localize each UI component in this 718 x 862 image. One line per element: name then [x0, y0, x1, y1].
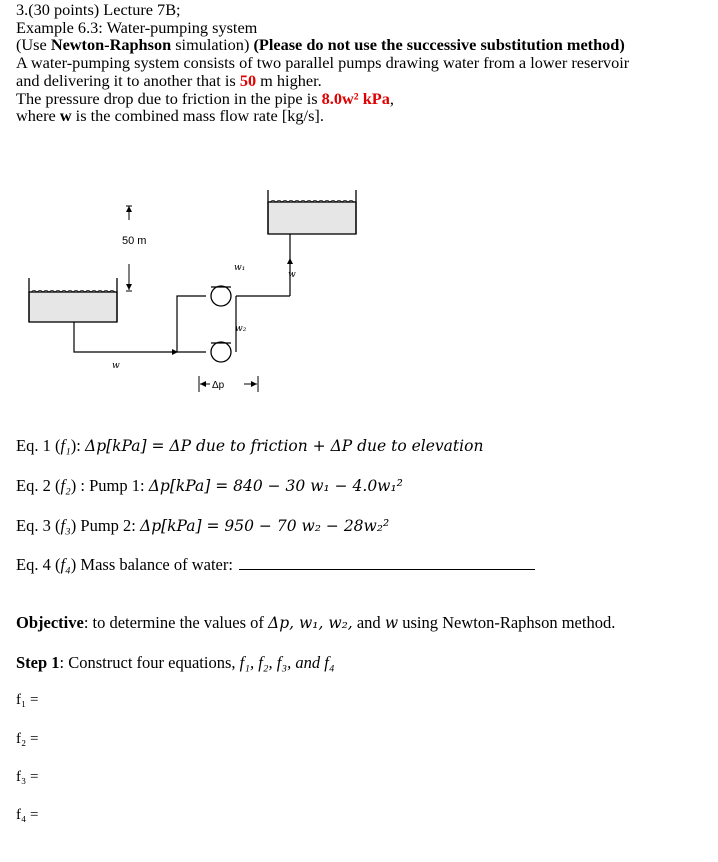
- flow-arrow-up: [287, 258, 293, 264]
- w2-label: w₂: [235, 324, 247, 334]
- mass-balance-blank[interactable]: [239, 555, 535, 570]
- header-line-6: The pressure drop due to friction in the pipe is 8.0w² kPa,: [16, 88, 394, 108]
- elevation-dimension: [126, 206, 132, 291]
- step1-line: Step 1: Construct four equations, f₁, f₂, f₃, and f₄: [16, 653, 335, 672]
- header-line-7: where w is the combined mass flow rate [kg/s].: [16, 106, 324, 126]
- height-value: 50: [239, 70, 257, 90]
- pumping-system-diagram: [22, 160, 372, 410]
- header-line-1: 3.(30 points) Lecture 7B;: [16, 0, 181, 19]
- height-label: 50 m: [122, 235, 147, 247]
- w1-label: w₁: [234, 263, 246, 273]
- header-line-5: and delivering it to another that is 50 m higher.: [16, 70, 322, 90]
- answer-f3[interactable]: f₃ =: [16, 769, 39, 785]
- answer-f1[interactable]: f₁ =: [16, 692, 39, 708]
- w-top-label: w: [288, 270, 296, 280]
- objective-line: Objective: to determine the values of Δp, w₁, w₂, and w using Newton-Raphson method.: [16, 613, 616, 632]
- upper-reservoir: [268, 190, 356, 234]
- lower-reservoir: [29, 278, 117, 322]
- answer-f2[interactable]: f₂ =: [16, 731, 39, 747]
- pump-1: [211, 286, 231, 306]
- equation-1: Eq. 1 (f₁): Δp[kPa] = ΔP due to friction + ΔP due to elevation: [16, 436, 484, 455]
- friction-value: 8.0w² kPa: [321, 88, 390, 108]
- problem-header: [16, 1, 706, 125]
- w-bottom-label: w: [112, 361, 120, 371]
- dp-dimension: [199, 376, 258, 392]
- equation-4: Eq. 4 (f₄) Mass balance of water:: [16, 555, 535, 575]
- header-line-4: A water-pumping system consists of two parallel pumps drawing water from a lower reservoir: [16, 53, 630, 73]
- equation-3: Eq. 3 (f₃) Pump 2: Δp[kPa] = 950 − 70 w₂ − 28w₂²: [16, 516, 390, 535]
- answer-f4[interactable]: f₄ =: [16, 807, 39, 823]
- equation-2: Eq. 2 (f₂) : Pump 1: Δp[kPa] = 840 − 30 w₁ − 4.0w₁²: [16, 476, 403, 495]
- dp-label: Δp: [212, 380, 225, 391]
- header-line-3: (Use Newton-Raphson simulation) (Please do not use the successive substitution method): [16, 35, 625, 55]
- pump-2: [211, 342, 231, 362]
- header-line-2: Example 6.3: Water-pumping system: [16, 17, 258, 37]
